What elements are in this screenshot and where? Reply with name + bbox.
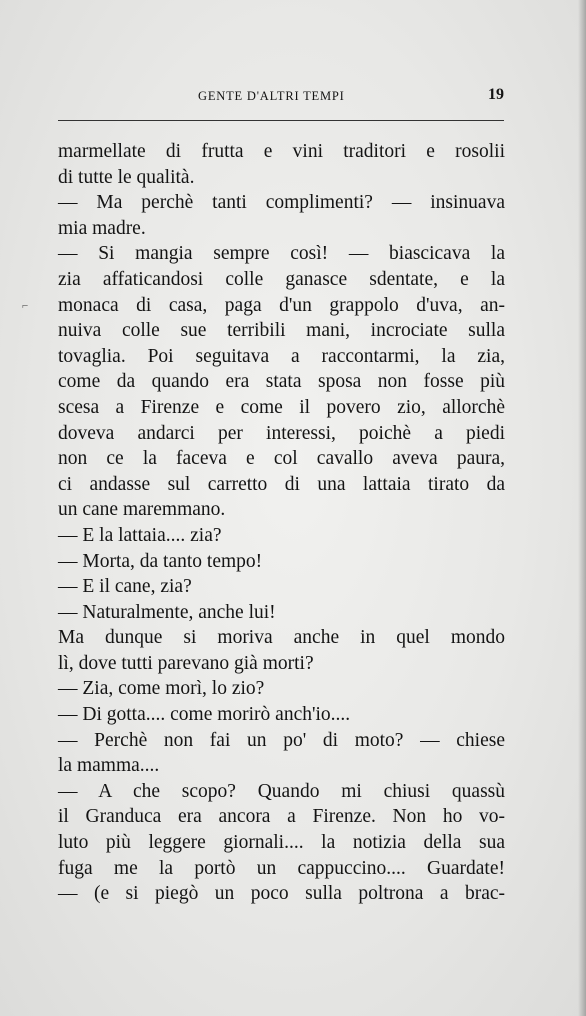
text-line: monaca di casa, paga d'un grappolo d'uva, an-: [58, 294, 505, 316]
text-line: il Granduca era ancora a Firenze. Non ho vo-: [58, 806, 505, 828]
page-number: 19: [488, 86, 504, 103]
text-line: — Perchè non fai un po' di moto? — chiese: [58, 729, 505, 751]
text-line: — E la lattaia.... zia?: [58, 524, 222, 546]
text-line: fuga me la portò un cappuccino.... Guardate!: [58, 857, 505, 879]
body-text: [58, 139, 505, 907]
text-line: lì, dove tutti parevano già morti?: [58, 652, 314, 674]
text-line: come da quando era stata sposa non fosse più: [58, 371, 505, 393]
running-title: GENTE D'ALTRI TEMPI: [198, 89, 345, 103]
text-line: luto più leggere giornali.... la notizia della sua: [58, 832, 505, 854]
text-line: un cane maremmano.: [58, 499, 226, 521]
text-line: marmellate di frutta e vini traditori e rosolii: [58, 141, 505, 162]
text-line: — Si mangia sempre così! — biascicava la: [58, 243, 505, 265]
text-line: — Di gotta.... come morirò anch'io....: [58, 704, 351, 726]
text-line: — Morta, da tanto tempo!: [58, 550, 263, 572]
header-rule: [58, 120, 504, 121]
text-line: la mamma....: [58, 755, 160, 777]
text-line: di tutte le qualità.: [58, 166, 195, 188]
text-line: nuiva colle sue terribili mani, incrociate sulla: [58, 320, 505, 342]
text-line: — A che scopo? Quando mi chiusi quassù: [58, 780, 505, 802]
text-line: Ma dunque si moriva anche in quel mondo: [58, 627, 505, 649]
text-line: zia affaticandosi colle ganasce sdentate, e la: [58, 268, 505, 290]
text-line: ci andasse sul carretto di una lattaia tirato da: [58, 473, 505, 495]
text-line: non ce la faceva e col cavallo aveva paura,: [58, 448, 505, 470]
text-line: — Zia, come morì, lo zio?: [58, 678, 265, 700]
margin-mark: ⌐: [22, 300, 29, 312]
running-header: [58, 86, 504, 106]
text-line: — Ma perchè tanti complimenti? — insinuava: [58, 192, 505, 214]
text-line: scesa a Firenze e come il povero zio, allorchè: [58, 396, 505, 418]
text-line: — Naturalmente, anche lui!: [58, 601, 276, 623]
text-line: — E il cane, zia?: [58, 576, 192, 598]
text-line: doveva andarci per interessi, poichè a piedi: [58, 422, 505, 444]
text-line: mia madre.: [58, 217, 146, 239]
text-line: tovaglia. Poi seguitava a raccontarmi, la zia,: [58, 345, 505, 367]
page-edge-shadow: [578, 0, 586, 1016]
text-line: — (e si piegò un poco sulla poltrona a brac-: [58, 883, 505, 905]
